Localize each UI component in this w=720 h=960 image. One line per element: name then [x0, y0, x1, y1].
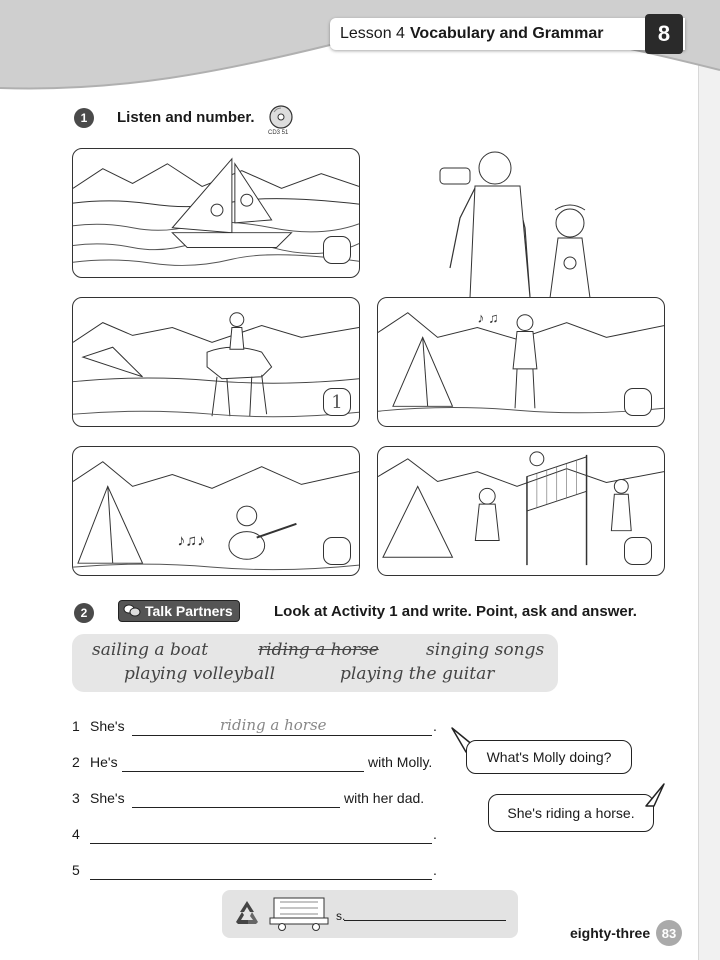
word-bank-item: playing volleyball: [124, 664, 275, 684]
answer-bubble-tail: [644, 782, 668, 808]
unit-badge: 8: [645, 14, 683, 54]
page-number: 83: [656, 920, 682, 946]
question-speech-bubble: What's Molly doing?: [466, 740, 632, 774]
sentence-5-end: .: [433, 862, 437, 878]
answer-box-volleyball[interactable]: [624, 537, 652, 565]
activity-1-number: 1: [74, 108, 94, 128]
answer-box-sailing[interactable]: [323, 236, 351, 264]
sentence-4-number: 4: [72, 826, 80, 842]
self-assessment-label: s.: [336, 909, 346, 923]
lesson-title: Vocabulary and Grammar: [409, 25, 604, 42]
sentence-3-start: She's: [90, 790, 125, 806]
talk-partners-label: Talk Partners: [145, 603, 233, 619]
answer-box-riding[interactable]: 1: [323, 388, 351, 416]
cd-track-label: CD3 51: [268, 130, 289, 136]
talk-partners-badge: [118, 600, 240, 622]
word-bank-item: singing songs: [426, 640, 545, 660]
lesson-label: Lesson 4: [340, 25, 405, 42]
answer-box-singing[interactable]: [624, 388, 652, 416]
activity-1-instruction: Listen and number.: [117, 109, 255, 126]
picture-singing-songs: [377, 297, 665, 427]
svg-text:♪♫♪: ♪♫♪: [177, 532, 206, 550]
word-bank-item: playing the guitar: [340, 664, 495, 684]
sentence-5-blank[interactable]: [90, 862, 432, 880]
svg-text:♪ ♫: ♪ ♫: [477, 309, 499, 326]
answer-box-guitar[interactable]: [323, 537, 351, 565]
sentence-5-number: 5: [72, 862, 80, 878]
sentence-4-blank[interactable]: [90, 826, 432, 844]
page-number-text: eighty-three: [570, 925, 651, 941]
word-bank-item-used: riding a horse: [258, 640, 379, 660]
sentence-1-start: She's: [90, 718, 125, 734]
dad-and-molly-illustration: [430, 148, 630, 298]
sentence-3-end: with her dad.: [344, 790, 425, 806]
picture-riding-horse: [72, 297, 360, 427]
picture-sailing-boat: [72, 148, 360, 278]
sentence-3-number: 3: [72, 790, 80, 806]
cd-icon: [268, 104, 294, 130]
sentence-1-end: .: [433, 718, 437, 734]
sentence-2-end: with Molly.: [368, 754, 433, 770]
activity-2-instruction: Look at Activity 1 and write. Point, ask and answer.: [274, 603, 637, 620]
sentence-1-number: 1: [72, 718, 80, 734]
word-bank-item: sailing a boat: [92, 640, 209, 660]
header-swoosh: [0, 0, 720, 100]
sentence-1-answer: riding a horse: [220, 716, 327, 734]
sentence-2-number: 2: [72, 754, 80, 770]
answer-speech-bubble: She's riding a horse.: [488, 794, 654, 832]
sentence-4-end: .: [433, 826, 437, 842]
sentence-2-start: He's: [90, 754, 118, 770]
sentence-3-blank[interactable]: [132, 790, 340, 808]
speech-bubbles-icon: [123, 603, 141, 619]
lesson-header: [330, 18, 685, 50]
page-edge: [698, 0, 720, 960]
picture-playing-guitar: [72, 446, 360, 576]
wagon-icon: [266, 894, 332, 932]
picture-playing-volleyball: [377, 446, 665, 576]
sentence-2-blank[interactable]: [122, 754, 364, 772]
recycle-icon: [232, 898, 262, 928]
self-assessment-blank[interactable]: [344, 920, 506, 921]
activity-2-number: 2: [74, 603, 94, 623]
